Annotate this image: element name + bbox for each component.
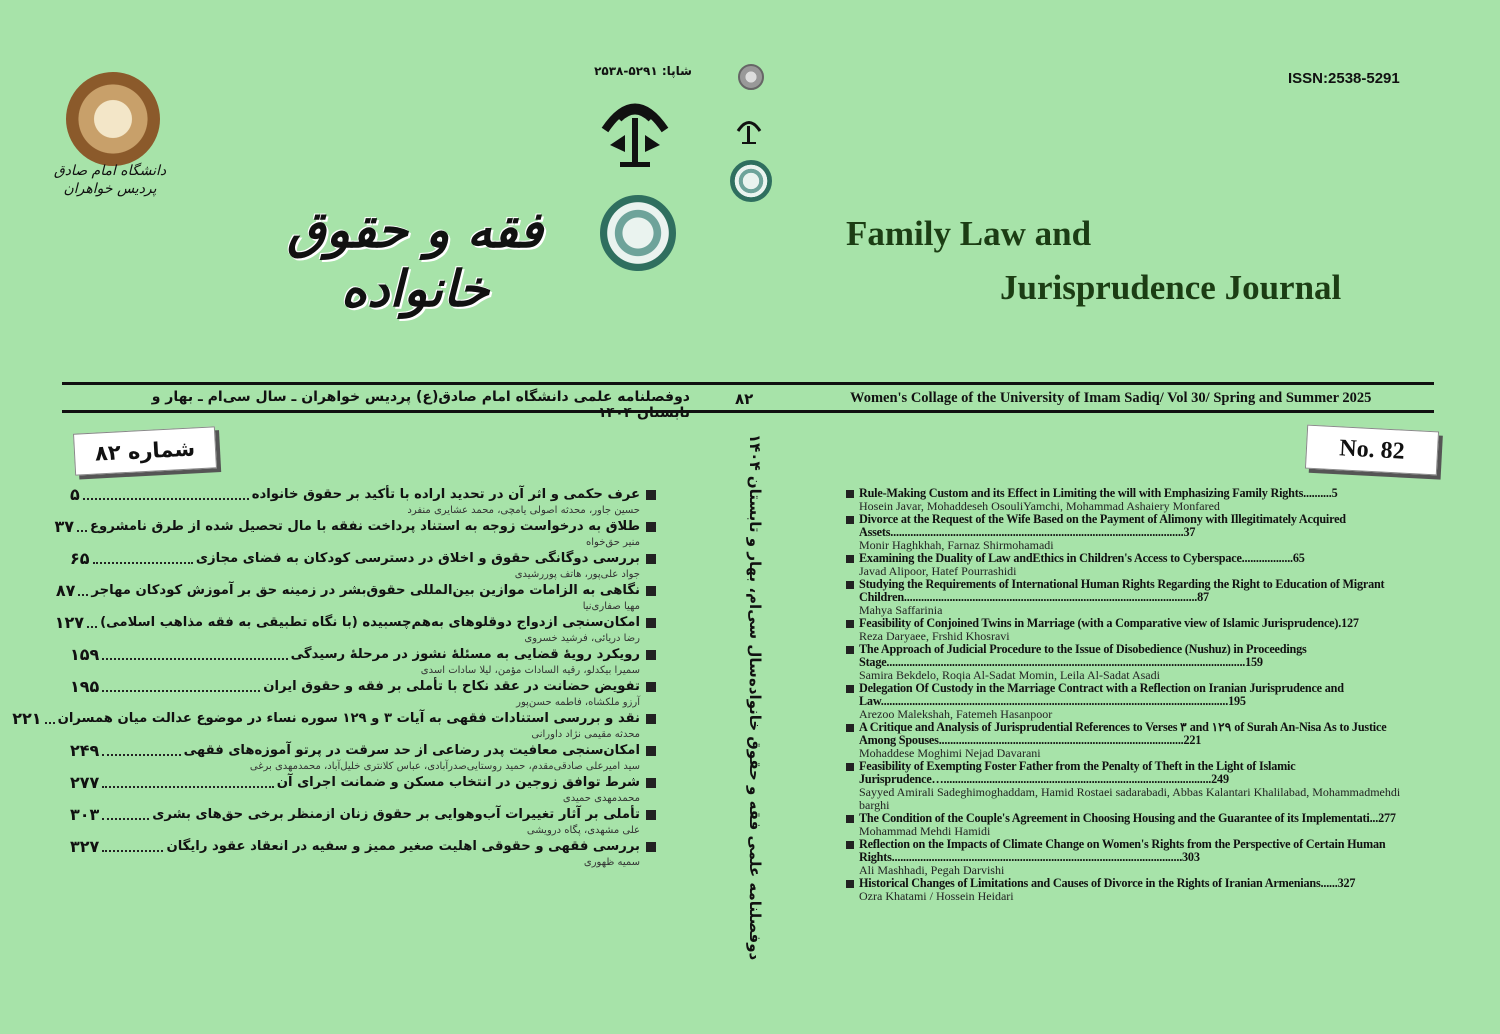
page-number: ۲۲۱ — [12, 709, 42, 728]
page-number: ۳۷ — [54, 517, 75, 536]
toc-fa-title-row — [55, 581, 656, 600]
bullet-square-icon — [646, 778, 656, 788]
toc-english — [846, 487, 1404, 903]
issn-label: ISSN:2538-5291 — [1288, 70, 1400, 87]
bullet-square-icon — [646, 618, 656, 628]
toc-en-item[interactable] — [846, 487, 1404, 513]
toc-fa-title-row — [70, 742, 656, 760]
toc-en-item[interactable] — [846, 838, 1404, 877]
page-number: ۳۰۳ — [70, 805, 100, 824]
article-authors: Mohaddese Moghimi Nejad Davarani — [859, 746, 1041, 760]
bullet-square-icon — [646, 554, 656, 564]
article-authors: Reza Daryaee, Frshid Khosravi — [859, 629, 1010, 643]
article-title: The Condition of the Couple's Agreement in Choosing Housing and the Guarantee of its Implementati...277 — [846, 812, 1404, 825]
bullet-square-icon — [646, 522, 656, 532]
bullet-square-icon — [646, 746, 656, 756]
leader-dots — [78, 586, 88, 596]
toc-en-item[interactable] — [846, 552, 1404, 578]
article-title: رویکرد رویهٔ قضایی به مسئلهٔ نشوز در مرحلهٔ رسیدگی — [290, 647, 640, 662]
page-number: ۶۵ — [70, 549, 90, 568]
article-title: Feasibility of Exempting Foster Father from the Penalty of Theft in the Light of Islamic Jurisprudence…..............................................................................................249 — [846, 760, 1404, 786]
leader-dots — [102, 810, 149, 820]
small-university-logo-icon — [738, 64, 764, 90]
spine-bottom: سال سی‌ام، بهار و تابستان ۱۴۰۴ — [746, 434, 764, 678]
page-number: ۱۲۷ — [54, 613, 85, 632]
persian-journal-title: فقه و حقوق خانواده — [287, 200, 543, 318]
leader-dots — [102, 682, 260, 692]
toc-fa-title-row — [70, 838, 656, 856]
article-authors: Hosein Javar, Mohaddeseh OsouliYamchi, Mohammad Ashaiery Monfared — [859, 499, 1220, 513]
article-title: عرف حکمی و اثر آن در تحدید اراده با تأکید بر حقوق خانواده — [251, 487, 640, 502]
article-authors: Samira Bekdelo, Roqia Al-Sadat Momin, Leila Al-Sadat Asadi — [859, 668, 1160, 682]
toc-persian — [12, 485, 656, 870]
article-title: Studying the Requirements of International Human Rights Regarding the Right to Education of Migrant Children.......................................................................................................87 — [846, 578, 1404, 604]
article-authors: آرزو ملکشاه، فاطمه حسن‌پور — [516, 697, 640, 708]
volume-number-fa: ۸۲ — [735, 390, 754, 408]
toc-en-item[interactable] — [846, 578, 1404, 617]
shapa-label: شاپا: ۵۲۹۱-۲۵۳۸ — [594, 64, 692, 78]
article-title: نگاهی به الزامات موازین بین‌المللی حقوق‌بشر در زمینه حق بر آموزش کودکان مهاجر — [91, 583, 640, 598]
toc-en-item[interactable] — [846, 760, 1404, 812]
article-authors: Ali Mashhadi, Pegah Darvishi — [859, 863, 1005, 877]
toc-fa-item[interactable] — [54, 517, 656, 550]
page-number: ۸۷ — [55, 581, 76, 600]
bullet-square-icon — [646, 586, 656, 596]
article-title: Feasibility of Conjoined Twins in Marriage (with a Comparative view of Islamic Jurisprudence).127 — [846, 617, 1404, 630]
article-title: امکان‌سنجی ازدواج دوقلوهای به‌هم‌چسبیده (با نگاه تطبیقی به فقه مذاهب اسلامی) — [100, 615, 640, 630]
bullet-square-icon — [646, 714, 656, 724]
english-title-line2: Jurisprudence Journal — [1000, 268, 1342, 307]
page-number: ۱۹۵ — [70, 677, 100, 696]
article-authors: جواد علی‌پور، هاتف پوررشیدی — [514, 569, 640, 580]
bullet-square-icon — [646, 490, 656, 500]
article-authors: سمیرا بیکدلو، رقیه السادات مؤمن، لیلا سادات اسدی — [420, 665, 640, 676]
toc-en-item[interactable] — [846, 513, 1404, 552]
university-logo-icon — [66, 72, 160, 166]
article-authors: منیر حق‌خواه — [586, 537, 640, 548]
article-authors: Sayyed Amirali Sadeghimoghaddam, Hamid Rostaei sadarabadi, Abbas Kalantari Khalilabad, Mohammadmehdi barghi — [859, 785, 1401, 812]
toc-fa-title-row — [70, 646, 656, 664]
article-authors: مهیا صفاری‌نیا — [582, 601, 640, 612]
toc-en-item[interactable] — [846, 877, 1404, 903]
page-number: ۵ — [70, 485, 80, 504]
article-title: Delegation Of Custody in the Marriage Contract with a Reflection on Iranian Jurisprudence and Law..........................................................................................................................195 — [846, 682, 1404, 708]
toc-fa-item[interactable] — [70, 742, 656, 774]
issue-number-fa — [73, 426, 217, 475]
toc-fa-item[interactable] — [70, 678, 656, 710]
page-number: ۱۵۹ — [70, 645, 100, 664]
leader-dots — [87, 618, 97, 628]
toc-fa-item[interactable] — [70, 486, 656, 518]
association-logo-icon — [600, 195, 676, 271]
issue-number-fa-text: شماره ۸۲ — [94, 436, 196, 466]
toc-fa-title-row — [54, 517, 656, 536]
toc-fa-item[interactable] — [55, 581, 656, 614]
article-authors: محدثه مقیمی نژاد داورانی — [531, 729, 640, 740]
toc-fa-title-row — [70, 774, 656, 792]
leader-dots — [45, 714, 55, 724]
article-title: Historical Changes of Limitations and Causes of Divorce in the Rights of Iranian Armenians......327 — [846, 877, 1404, 890]
leader-dots — [77, 522, 87, 532]
leader-dots — [83, 490, 249, 500]
spine-top: دوفصلنامه علمی فقه و حقوق خانواده — [746, 677, 764, 960]
article-authors: Mahya Saffarinia — [859, 603, 943, 617]
article-authors: Arezoo Malekshah, Fatemeh Hasanpoor — [859, 707, 1053, 721]
article-authors: Monir Haghkhah, Farnaz Shirmohamadi — [859, 538, 1054, 552]
page-number: ۲۷۷ — [70, 773, 100, 792]
campus-name: پردیس خواهران — [63, 181, 157, 197]
volume-line-persian: دوفصلنامه علمی دانشگاه امام صادق(ع) پردیس خواهران ـ سال سی‌ام ـ بهار و تابستان ۱۴۰۴ — [151, 389, 690, 421]
article-title: تفویض حضانت در عقد نکاح با تأملی بر فقه و حقوق ایران — [263, 679, 640, 694]
toc-en-item[interactable] — [846, 721, 1404, 760]
article-title: Divorce at the Request of the Wife Based on the Payment of Alimony with Illegitimately Acquired Assets.......................................................................................................37 — [846, 513, 1404, 539]
top-rule — [62, 382, 1434, 385]
article-title: تأملی بر آثار تغییرات آب‌وهوایی بر حقوق زنان ازمنظر برخی حق‌های بشری — [152, 807, 640, 822]
journal-emblem-icon — [600, 90, 670, 172]
leader-dots — [102, 650, 287, 660]
toc-fa-item[interactable] — [70, 550, 656, 582]
toc-fa-item[interactable] — [70, 838, 656, 870]
toc-fa-item[interactable] — [70, 774, 656, 806]
toc-en-item[interactable] — [846, 643, 1404, 682]
toc-fa-item[interactable] — [12, 709, 656, 742]
issue-number-en — [1305, 425, 1439, 476]
article-title: شرط توافق زوجین در انتخاب مسکن و ضمانت اجرای آن — [276, 775, 640, 790]
article-title: A Critique and Analysis of Jurisprudential References to Verses ۳ and ۱۲۹ of Surah An-Nisa As to Justice Among Spouses......................................................................................221 — [846, 721, 1404, 747]
article-title: طلاق به درخواست زوجه به استناد پرداخت نفقه با مال تحصیل شده از طرق نامشروع — [90, 519, 640, 534]
toc-fa-title-row — [12, 709, 656, 728]
bullet-square-icon — [646, 682, 656, 692]
toc-fa-title-row — [70, 486, 656, 504]
article-authors: علی مشهدی، پگاه درویشی — [526, 825, 640, 836]
toc-en-item[interactable] — [846, 812, 1404, 838]
leader-dots — [93, 554, 193, 564]
article-title: بررسی دوگانگی حقوق و اخلاق در دسترسی کودکان به فضای مجازی — [195, 551, 640, 566]
article-authors: محمدمهدی حمیدی — [562, 793, 640, 804]
toc-fa-title-row — [70, 806, 656, 824]
issue-number-en-text: No. 82 — [1338, 434, 1406, 465]
toc-fa-title-row — [70, 678, 656, 696]
university-logo-caption — [50, 162, 170, 198]
article-authors: Mohammad Mehdi Hamidi — [859, 824, 991, 838]
article-title: Reflection on the Impacts of Climate Change on Women's Rights from the Perspective of Certain Human Rights......................................................................................................303 — [846, 838, 1404, 864]
page-number: ۳۲۷ — [70, 837, 100, 856]
leader-dots — [102, 746, 180, 756]
article-title: Examining the Duality of Law andEthics in Children's Access to Cyberspace..................65 — [846, 552, 1404, 565]
spine-text — [728, 434, 764, 960]
bullet-square-icon — [646, 650, 656, 660]
bullet-square-icon — [646, 810, 656, 820]
toc-en-item[interactable] — [846, 617, 1404, 643]
article-authors: Javad Alipoor, Hatef Pourrashidi — [859, 564, 1017, 578]
article-title: بررسی فقهی و حقوقی اهلیت صغیر ممیز و سفیه در انعقاد عقود رایگان — [166, 839, 640, 854]
page-number: ۲۴۹ — [70, 741, 100, 760]
article-title: نقد و بررسی استنادات فقهی به آیات ۳ و ۱۲۹ سوره نساء در موضوع عدالت میان همسران — [57, 711, 640, 726]
article-title: The Approach of Judicial Procedure to the Issue of Disobedience (Nushuz) in Proceedings Stage..............................................................................................................................159 — [846, 643, 1404, 669]
article-authors: Ozra Khatami / Hossein Heidari — [859, 889, 1014, 903]
toc-fa-title-row — [54, 613, 656, 632]
toc-en-item[interactable] — [846, 682, 1404, 721]
toc-fa-item[interactable] — [54, 613, 656, 646]
leader-dots — [102, 778, 273, 788]
bullet-square-icon — [646, 842, 656, 852]
article-title: امکان‌سنجی معافیت پدر رضاعی از حد سرقت در پرتو آموزه‌های فقهی — [183, 743, 640, 758]
toc-fa-item[interactable] — [70, 646, 656, 678]
article-authors: سید امیرعلی صادقی‌مقدم، حمید روستایی‌صدرآبادی، عباس کلانتری خلیل‌آباد، محمدمهدی برغی — [249, 761, 640, 772]
article-title: Rule-Making Custom and its Effect in Limiting the will with Emphasizing Family Rights..........5 — [846, 487, 1404, 500]
article-authors: رضا دریائی، فرشید خسروی — [524, 633, 640, 644]
toc-fa-item[interactable] — [70, 806, 656, 838]
english-title-line1: Family Law and — [846, 214, 1092, 253]
small-emblem-icon — [736, 116, 762, 146]
volume-line-english: Women's Collage of the University of Imam Sadiq/ Vol 30/ Spring and Summer 2025 — [850, 390, 1372, 406]
article-authors: سمیه ظهوری — [583, 857, 640, 868]
leader-dots — [102, 842, 163, 852]
small-association-logo-icon — [730, 160, 772, 202]
toc-fa-title-row — [70, 550, 656, 568]
university-name: دانشگاه امام صادق — [53, 163, 167, 179]
article-authors: حسین جاور، محدثه اصولی یامچی، محمد عشایری منفرد — [407, 505, 640, 516]
